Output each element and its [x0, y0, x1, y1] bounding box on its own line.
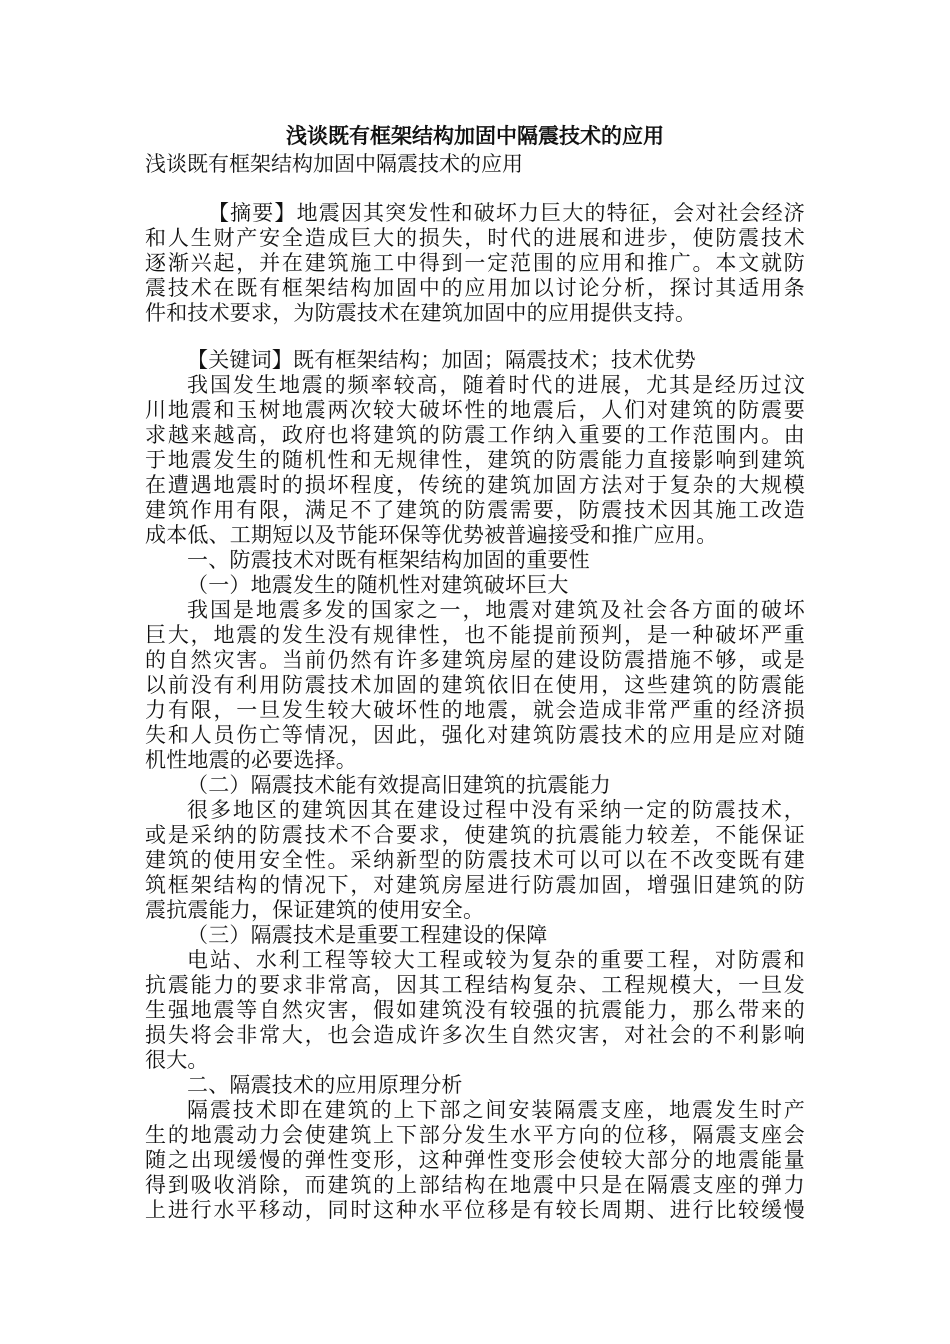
sec2-line: 得到吸收消除，而建筑的上部结构在地震中只是在隔震支座的弹力 — [145, 1173, 805, 1197]
subsection-heading-3: （三）隔震技术是重要工程建设的保障 — [187, 923, 548, 947]
sub1-line: 失和人员伤亡等情况，因此，强化对建筑防震技术的应用是应对随 — [145, 723, 805, 747]
intro-line: 求越来越高，政府也将建筑的防震工作纳入重要的工作范围内。由 — [145, 423, 805, 447]
document-title: 浅谈既有框架结构加固中隔震技术的应用 — [286, 123, 664, 148]
intro-line: 我国发生地震的频率较高，随着时代的进展，尤其是经历过汶 — [187, 373, 805, 397]
abstract-paragraph — [145, 201, 805, 326]
sub3-line: 损失将会非常大，也会造成许多次生自然灾害，对社会的不利影响 — [145, 1023, 805, 1047]
sec2-line: 生的地震动力会使建筑上下部分发生水平方向的位移，隔震支座会 — [145, 1123, 805, 1147]
keywords-line: 【关键词】既有框架结构；加固；隔震技术；技术优势 — [187, 348, 696, 372]
sub2-line: 或是采纳的防震技术不合要求，使建筑的抗震能力较差，不能保证 — [145, 823, 805, 847]
sub1-line: 力有限，一旦发生较大破坏性的地震，就会造成非常严重的经济损 — [145, 698, 805, 722]
abstract-line: 逐渐兴起，并在建筑施工中得到一定范围的应用和推广。本文就防 — [145, 251, 805, 275]
sub2-line: 建筑的使用安全性。采纳新型的防震技术可以可以在不改变既有建 — [145, 848, 805, 872]
abstract-line: 件和技术要求，为防震技术在建筑加固中的应用提供支持。 — [145, 301, 697, 325]
sub1-line: 以前没有利用防震技术加固的建筑依旧在使用，这些建筑的防震能 — [145, 673, 805, 697]
subsection-heading-2: （二）隔震技术能有效提高旧建筑的抗震能力 — [187, 773, 611, 797]
abstract-line: 【摘要】地震因其突发性和破坏力巨大的特征，会对社会经济 — [208, 201, 805, 225]
section-heading-2: 二、隔震技术的应用原理分析 — [187, 1073, 463, 1097]
sub1-line: 的自然灾害。当前仍然有许多建筑房屋的建设防震措施不够，或是 — [145, 648, 805, 672]
sub3-line: 很大。 — [145, 1048, 209, 1072]
intro-line: 成本低、工期短以及节能环保等优势被普遍接受和推广应用。 — [145, 523, 718, 547]
sub1-line: 巨大，地震的发生没有规律性，也不能提前预判，是一种破坏严重 — [145, 623, 805, 647]
sub1-line: 我国是地震多发的国家之一，地震对建筑及社会各方面的破坏 — [187, 598, 805, 622]
abstract-line: 震技术在既有框架结构加固中的应用加以讨论分析，探讨其适用条 — [145, 276, 805, 300]
document-subtitle: 浅谈既有框架结构加固中隔震技术的应用 — [145, 152, 523, 176]
intro-line: 建筑作用有限，满足不了建筑的防震需要，防震技术因其施工改造 — [145, 498, 805, 522]
section-heading-1: 一、防震技术对既有框架结构加固的重要性 — [187, 548, 590, 572]
intro-line: 于地震发生的随机性和无规律性，建筑的防震能力直接影响到建筑 — [145, 448, 805, 472]
sub1-line: 机性地震的必要选择。 — [145, 748, 357, 772]
abstract-line: 和人生财产安全造成巨大的损失，时代的进展和进步，使防震技术 — [145, 226, 805, 250]
sub3-line: 电站、水利工程等较大工程或较为复杂的重要工程，对防震和 — [187, 948, 805, 972]
sec2-line: 上进行水平移动，同时这种水平位移是有较长周期、进行比较缓慢 — [145, 1198, 805, 1222]
sub3-line: 生强地震等自然灾害，假如建筑没有较强的抗震能力，那么带来的 — [145, 998, 805, 1022]
subsection-heading-1: （一）地震发生的随机性对建筑破坏巨大 — [187, 573, 569, 597]
sub3-line: 抗震能力的要求非常高，因其工程结构复杂、工程规模大，一旦发 — [145, 973, 805, 997]
sec2-line: 随之出现缓慢的弹性变形，这种弹性变形会使较大部分的地震能量 — [145, 1148, 805, 1172]
sub2-line: 筑框架结构的情况下，对建筑房屋进行防震加固，增强旧建筑的防 — [145, 873, 805, 897]
sub2-line: 很多地区的建筑因其在建设过程中没有采纳一定的防震技术， — [187, 798, 805, 822]
intro-line: 在遭遇地震时的损坏程度，传统的建筑加固方法对于复杂的大规模 — [145, 473, 805, 497]
sub2-line: 震抗震能力，保证建筑的使用安全。 — [145, 898, 485, 922]
sec2-line: 隔震技术即在建筑的上下部之间安装隔震支座，地震发生时产 — [187, 1098, 805, 1122]
main-body — [145, 348, 805, 1223]
intro-line: 川地震和玉树地震两次较大破坏性的地震后，人们对建筑的防震要 — [145, 398, 805, 422]
